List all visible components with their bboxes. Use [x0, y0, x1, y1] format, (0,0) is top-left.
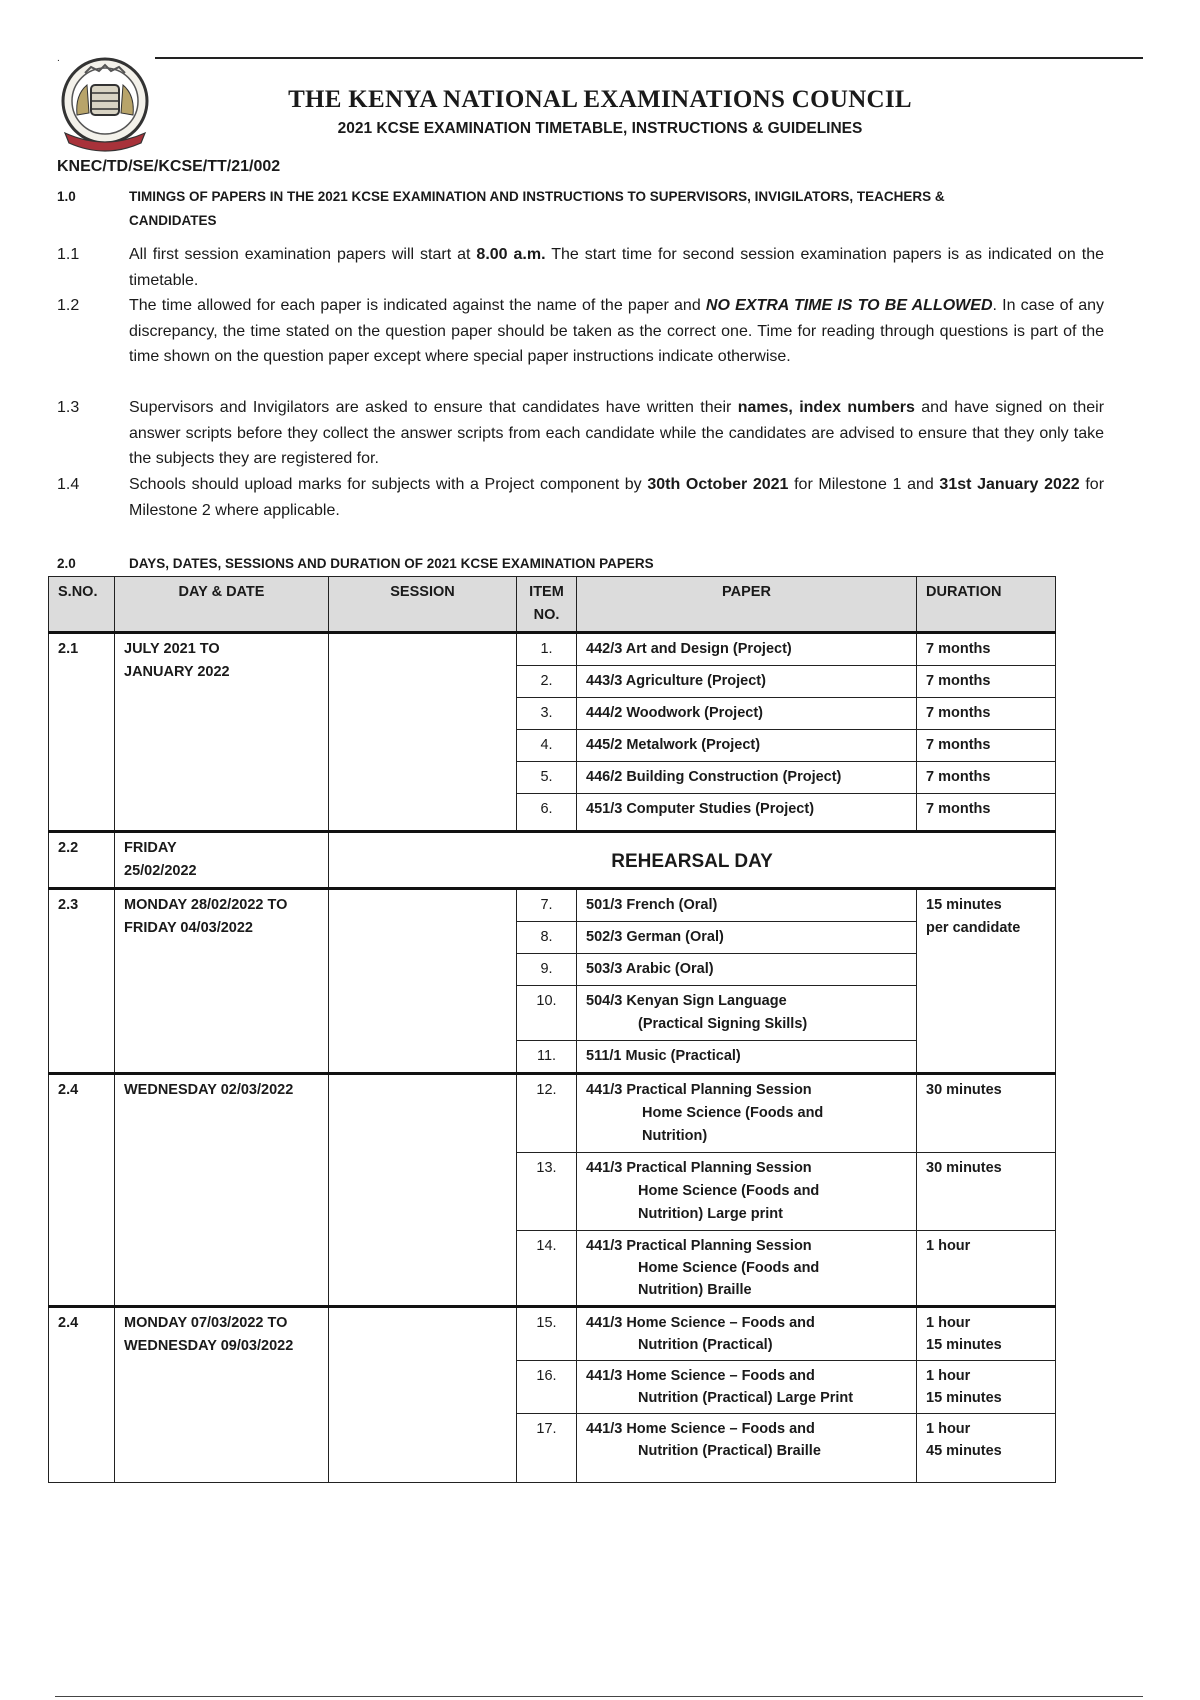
- table-row: [49, 832, 1056, 889]
- paper-cell: 444/2 Woodwork (Project): [577, 698, 917, 730]
- item-no-cell: 6.: [517, 794, 577, 832]
- col-header-item: ITEM NO.: [517, 577, 577, 633]
- sno-cell: 2.4: [49, 1307, 115, 1483]
- paper-cell: 446/2 Building Construction (Project): [577, 762, 917, 794]
- duration-cell: 1 hour 45 minutes: [917, 1414, 1056, 1483]
- paper-cell: 445/2 Metalwork (Project): [577, 730, 917, 762]
- paper-cell: 451/3 Computer Studies (Project): [577, 794, 917, 832]
- col-header-session: SESSION: [329, 577, 517, 633]
- document-subtitle: 2021 KCSE EXAMINATION TIMETABLE, INSTRUCTIONS & GUIDELINES: [337, 120, 863, 137]
- paper-cell: 443/3 Agriculture (Project): [577, 666, 917, 698]
- paper-cell: 441/3 Practical Planning Session Home Science (Foods and Nutrition) Braille: [577, 1231, 917, 1307]
- item-no-cell: 11.: [517, 1041, 577, 1074]
- item-no-cell: 5.: [517, 762, 577, 794]
- paper-cell: 441/3 Practical Planning Session Home Science (Foods and Nutrition) Large print: [577, 1153, 917, 1231]
- col-header-paper: PAPER: [577, 577, 917, 633]
- instruction-number: 1.1: [57, 246, 80, 263]
- instruction-number: 1.4: [57, 476, 80, 493]
- section-number: 1.0: [57, 189, 76, 204]
- footer-rule: [55, 1696, 1143, 1697]
- day-cell: JULY 2021 TO JANUARY 2022: [115, 633, 329, 832]
- table-row: [49, 889, 1056, 922]
- item-no-cell: 1.: [517, 633, 577, 666]
- reference-number: KNEC/TD/SE/KCSE/TT/21/002: [57, 158, 281, 175]
- day-cell: FRIDAY 25/02/2022: [115, 832, 329, 889]
- day-cell: MONDAY 28/02/2022 TO FRIDAY 04/03/2022: [115, 889, 329, 1074]
- item-no-cell: 17.: [517, 1414, 577, 1483]
- paper-cell: 502/3 German (Oral): [577, 922, 917, 954]
- day-cell: WEDNESDAY 02/03/2022: [115, 1074, 329, 1307]
- section-title: TIMINGS OF PAPERS IN THE 2021 KCSE EXAMINATION AND INSTRUCTIONS TO SUPERVISORS, INVIGILATORS, TEACHERS & CANDIDATES: [129, 189, 945, 228]
- item-no-cell: 13.: [517, 1153, 577, 1231]
- instruction-number: 1.2: [57, 297, 80, 314]
- sno-cell: 2.2: [49, 832, 115, 889]
- item-no-cell: 7.: [517, 889, 577, 922]
- duration-cell: 7 months: [917, 730, 1056, 762]
- paper-cell: 441/3 Practical Planning Session Home Science (Foods and Nutrition): [577, 1074, 917, 1153]
- instruction-text: All first session examination papers will start at 8.00 a.m. The start time for second session examination papers is as indicated on the timetable.: [129, 246, 1104, 289]
- paper-cell: 441/3 Home Science – Foods and Nutrition (Practical) Braille: [577, 1414, 917, 1483]
- section-number: 2.0: [57, 556, 76, 571]
- page-mark: .: [57, 53, 60, 64]
- sno-cell: 2.3: [49, 889, 115, 1074]
- instruction-text: Supervisors and Invigilators are asked to ensure that candidates have written their names, index numbers and have signed on their answer scripts before they collect the answer scripts from each candidate while the candidates are advised to ensure that they only take the subjects they are registered for.: [129, 399, 1105, 467]
- table-row: [49, 1307, 1056, 1361]
- duration-cell: 30 minutes: [917, 1153, 1056, 1231]
- item-no-cell: 10.: [517, 986, 577, 1041]
- knec-crest-logo: [55, 55, 155, 155]
- item-no-cell: 8.: [517, 922, 577, 954]
- col-header-duration: DURATION: [917, 577, 1056, 633]
- instruction-text: Schools should upload marks for subjects with a Project component by 30th October 2021 for Milestone 1 and 31st January 2022 for Milestone 2 where applicable.: [129, 476, 1105, 519]
- paper-cell: 442/3 Art and Design (Project): [577, 633, 917, 666]
- paper-cell: 501/3 French (Oral): [577, 889, 917, 922]
- paper-cell: 504/3 Kenyan Sign Language (Practical Signing Skills): [577, 986, 917, 1041]
- col-header-day: DAY & DATE: [115, 577, 329, 633]
- item-no-cell: 14.: [517, 1231, 577, 1307]
- paper-cell: 441/3 Home Science – Foods and Nutrition (Practical) Large Print: [577, 1361, 917, 1414]
- duration-cell: 1 hour 15 minutes: [917, 1361, 1056, 1414]
- day-cell: MONDAY 07/03/2022 TO WEDNESDAY 09/03/2022: [115, 1307, 329, 1483]
- sno-cell: 2.1: [49, 633, 115, 832]
- duration-cell: 1 hour: [917, 1231, 1056, 1307]
- duration-cell: 7 months: [917, 762, 1056, 794]
- table-row: [49, 1074, 1056, 1153]
- table-row: [49, 633, 1056, 666]
- paper-cell: 441/3 Home Science – Foods and Nutrition (Practical): [577, 1307, 917, 1361]
- org-title: THE KENYA NATIONAL EXAMINATIONS COUNCIL: [288, 86, 912, 113]
- table-header-row: [49, 577, 1056, 633]
- duration-cell: 30 minutes: [917, 1074, 1056, 1153]
- session-cell: [329, 1307, 517, 1483]
- duration-cell: 7 months: [917, 633, 1056, 666]
- item-no-cell: 16.: [517, 1361, 577, 1414]
- session-cell: [329, 633, 517, 832]
- item-no-cell: 3.: [517, 698, 577, 730]
- col-header-sno: S.NO.: [49, 577, 115, 633]
- sno-cell: 2.4: [49, 1074, 115, 1307]
- duration-cell: 7 months: [917, 698, 1056, 730]
- item-no-cell: 15.: [517, 1307, 577, 1361]
- item-no-cell: 9.: [517, 954, 577, 986]
- session-cell: [329, 889, 517, 1074]
- instruction-number: 1.3: [57, 399, 80, 416]
- item-no-cell: 4.: [517, 730, 577, 762]
- header-rule: [155, 57, 1143, 59]
- duration-cell: 15 minutes per candidate: [917, 889, 1056, 1074]
- paper-cell: 511/1 Music (Practical): [577, 1041, 917, 1074]
- exam-timetable: [48, 576, 1056, 1483]
- instruction-text: The time allowed for each paper is indicated against the name of the paper and NO EXTRA TIME IS TO BE ALLOWED. In case of any discrepancy, the time stated on the question paper should be taken as the correct one. Time for reading through questions is part of the time shown on the question paper except where special paper instructions indicate otherwise.: [129, 297, 1105, 365]
- paper-cell: 503/3 Arabic (Oral): [577, 954, 917, 986]
- duration-cell: 1 hour 15 minutes: [917, 1307, 1056, 1361]
- duration-cell: 7 months: [917, 666, 1056, 698]
- rehearsal-day-note: REHEARSAL DAY: [329, 832, 1056, 889]
- item-no-cell: 2.: [517, 666, 577, 698]
- session-cell: [329, 1074, 517, 1307]
- item-no-cell: 12.: [517, 1074, 577, 1153]
- section-title: DAYS, DATES, SESSIONS AND DURATION OF 2021 KCSE EXAMINATION PAPERS: [129, 556, 654, 571]
- duration-cell: 7 months: [917, 794, 1056, 832]
